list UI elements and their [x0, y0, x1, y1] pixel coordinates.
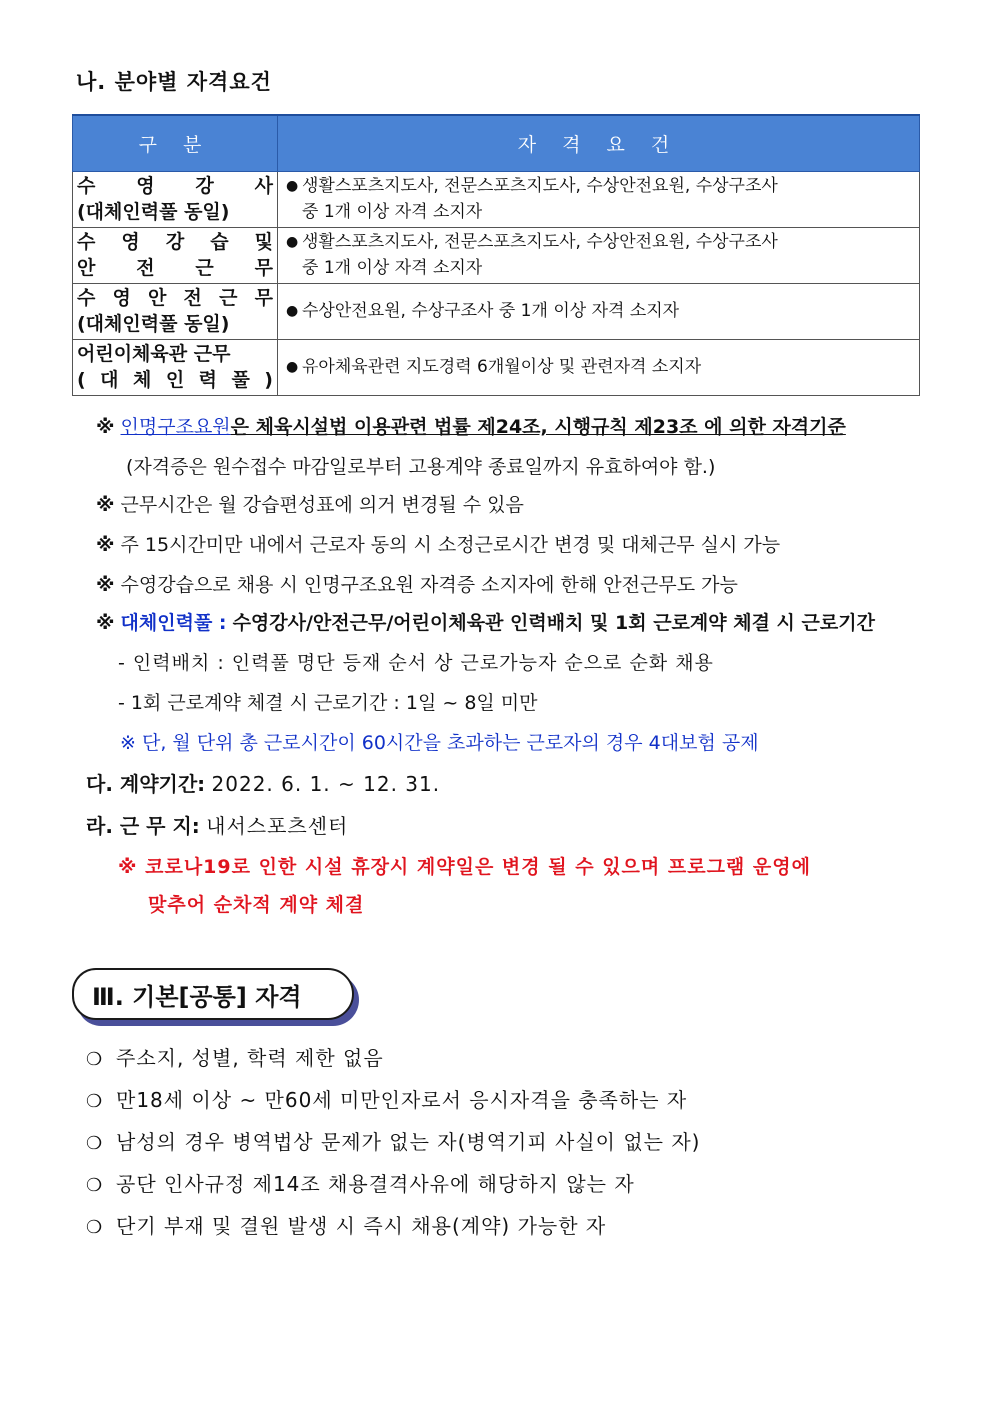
contract-period [86, 768, 440, 797]
note-mark: ※ [96, 494, 115, 516]
cat-char: ) [264, 369, 273, 391]
req-text: 수상안전요원, 수상구조사 중 1개 이상 자격 소지자 [302, 301, 680, 321]
workplace [86, 810, 348, 839]
note-safety [96, 570, 738, 597]
cat-char: 전 [136, 257, 155, 279]
header-requirements: 자 격 요 건 [278, 115, 920, 171]
list-item [86, 1126, 700, 1155]
req-text: 중 1개 이상 자격 소지자 [302, 202, 483, 222]
list-item [86, 1042, 384, 1071]
workplace-value: 내서스포츠센터 [206, 814, 349, 838]
note-highlight: 인명구조요원 [120, 416, 231, 438]
bullet-icon: ● [286, 178, 299, 194]
cat-char: 강 [195, 175, 214, 197]
note-text: 주 15시간미만 내에서 근로자 동의 시 소정근로시간 변경 및 대체근무 실시 가능 [120, 534, 781, 556]
cat-main: 어린이체육관 근무 [77, 343, 231, 365]
covid-notice-2: 맞추어 순차적 계약 체결 [148, 894, 365, 916]
cat-sub: (대체인력풀 동일) [77, 313, 230, 335]
note-pool-a: - 인력배치 : 인력풀 명단 등재 순서 상 근로가능자 순으로 순화 채용 [118, 652, 714, 674]
cat-char: 전 [183, 287, 202, 309]
req-text: 생활스포츠지도사, 전문스포츠지도사, 수상안전요원, 수상구조사 [302, 176, 778, 196]
cat-char: 대 [100, 369, 119, 391]
note-hours [96, 490, 524, 517]
circle-bullet-icon: ❍ [86, 1049, 104, 1070]
bullet-icon: ● [286, 359, 299, 375]
covid-notice [118, 852, 811, 879]
bullet-icon: ● [286, 234, 299, 250]
table-row [73, 171, 920, 227]
list-text: 주소지, 성별, 학력 제한 없음 [116, 1046, 384, 1070]
cat-char: 강 [165, 231, 185, 253]
note-text: 은 체육시설법 이용관련 법률 제24조, 시행규칙 제23조 에 의한 자격기준 [230, 416, 846, 438]
covid-text: 코로나19로 인한 시설 휴장시 계약일은 변경 될 수 있으며 프로그램 운영에 [145, 856, 811, 878]
cat-char: 인 [165, 369, 185, 391]
note-text: 근무시간은 월 강습편성표에 의거 변경될 수 있음 [120, 494, 524, 516]
list-text: 공단 인사규정 제14조 채용결격사유에 해당하지 않는 자 [116, 1172, 635, 1196]
cat-char: 체 [132, 369, 152, 391]
cat-char: 습 [210, 231, 229, 253]
row-requirement [278, 283, 920, 339]
row-requirement [278, 227, 920, 283]
cat-char: 근 [219, 287, 238, 309]
note-mark: ※ [118, 856, 138, 878]
circle-bullet-icon: ❍ [86, 1175, 104, 1196]
cat-char: 수 [77, 175, 96, 197]
list-text: 남성의 경우 병역법상 문제가 없는 자(병역기피 사실이 없는 자) [116, 1130, 701, 1154]
row-category [73, 339, 278, 395]
note-pool-c: ※ 단, 월 단위 총 근로시간이 60시간을 초과하는 근로자의 경우 4대보험 공제 [120, 732, 759, 754]
cat-char: 풀 [231, 369, 250, 391]
cat-sub: (대체인력풀 동일) [77, 201, 230, 223]
note-lifeguard [96, 412, 846, 439]
row-requirement [278, 171, 920, 227]
cat-char: 무 [254, 257, 273, 279]
cat-char: 영 [112, 287, 131, 309]
table-row [73, 339, 920, 395]
note-text: 수영강사/안전근무/어린이체육관 인력배치 및 1회 근로계약 체결 시 근로기간 [232, 612, 875, 634]
note-mark: ※ [96, 534, 115, 556]
bullet-icon: ● [286, 303, 299, 319]
circle-bullet-icon: ❍ [86, 1091, 104, 1112]
note-highlight: 대체인력풀 : [120, 612, 227, 634]
workplace-label: 라. 근 무 지: [86, 814, 200, 838]
cat-char: 수 [77, 231, 96, 253]
req-text: 유아체육관련 지도경력 6개월이상 및 관련자격 소지자 [302, 357, 702, 377]
section-title: 나. 분야별 자격요건 [76, 70, 272, 94]
circle-bullet-icon: ❍ [86, 1217, 104, 1238]
list-item [86, 1084, 687, 1113]
note-mark: ※ [96, 612, 115, 634]
cat-char: 사 [254, 175, 273, 197]
cat-char: 근 [195, 257, 214, 279]
row-requirement [278, 339, 920, 395]
note-text: 수영강습으로 채용 시 인명구조요원 자격증 소지자에 한해 안전근무도 가능 [120, 574, 738, 596]
cat-char: ( [77, 369, 86, 391]
contract-value: 2022. 6. 1. ~ 12. 31. [211, 772, 441, 796]
note-mark: ※ [96, 574, 115, 596]
cat-char: 및 [254, 231, 273, 253]
contract-label: 다. 계약기간: [86, 772, 206, 796]
table-row [73, 227, 920, 283]
cat-char: 안 [77, 257, 96, 279]
cat-char: 력 [198, 369, 217, 391]
note-mark: ※ [96, 416, 115, 438]
qualification-table [72, 114, 920, 396]
note-pool [96, 608, 875, 635]
row-category [73, 171, 278, 227]
note-weekly [96, 530, 780, 557]
row-category [73, 283, 278, 339]
circle-bullet-icon: ❍ [86, 1133, 104, 1154]
cat-char: 무 [254, 287, 273, 309]
list-text: 단기 부재 및 결원 발생 시 즉시 채용(계약) 가능한 자 [116, 1214, 607, 1238]
section3-title: Ⅲ. 기본[공통] 자격 [92, 983, 302, 1011]
list-item [86, 1168, 635, 1197]
header-category: 구 분 [73, 115, 278, 171]
cat-char: 안 [148, 287, 167, 309]
list-item [86, 1210, 606, 1239]
row-category [73, 227, 278, 283]
list-text: 만18세 이상 ~ 만60세 미만인자로서 응시자격을 충족하는 자 [116, 1088, 688, 1112]
note-sub: (자격증은 원수접수 마감일로부터 고용계약 종료일까지 유효하여야 함.) [126, 456, 716, 478]
table-row [73, 283, 920, 339]
cat-char: 영 [136, 175, 155, 197]
req-text: 생활스포츠지도사, 전문스포츠지도사, 수상안전요원, 수상구조사 [302, 232, 778, 252]
req-text: 중 1개 이상 자격 소지자 [302, 258, 483, 278]
cat-char: 영 [121, 231, 140, 253]
cat-char: 수 [77, 287, 96, 309]
note-pool-b: - 1회 근로계약 체결 시 근로기간 : 1일 ~ 8일 미만 [118, 692, 538, 714]
